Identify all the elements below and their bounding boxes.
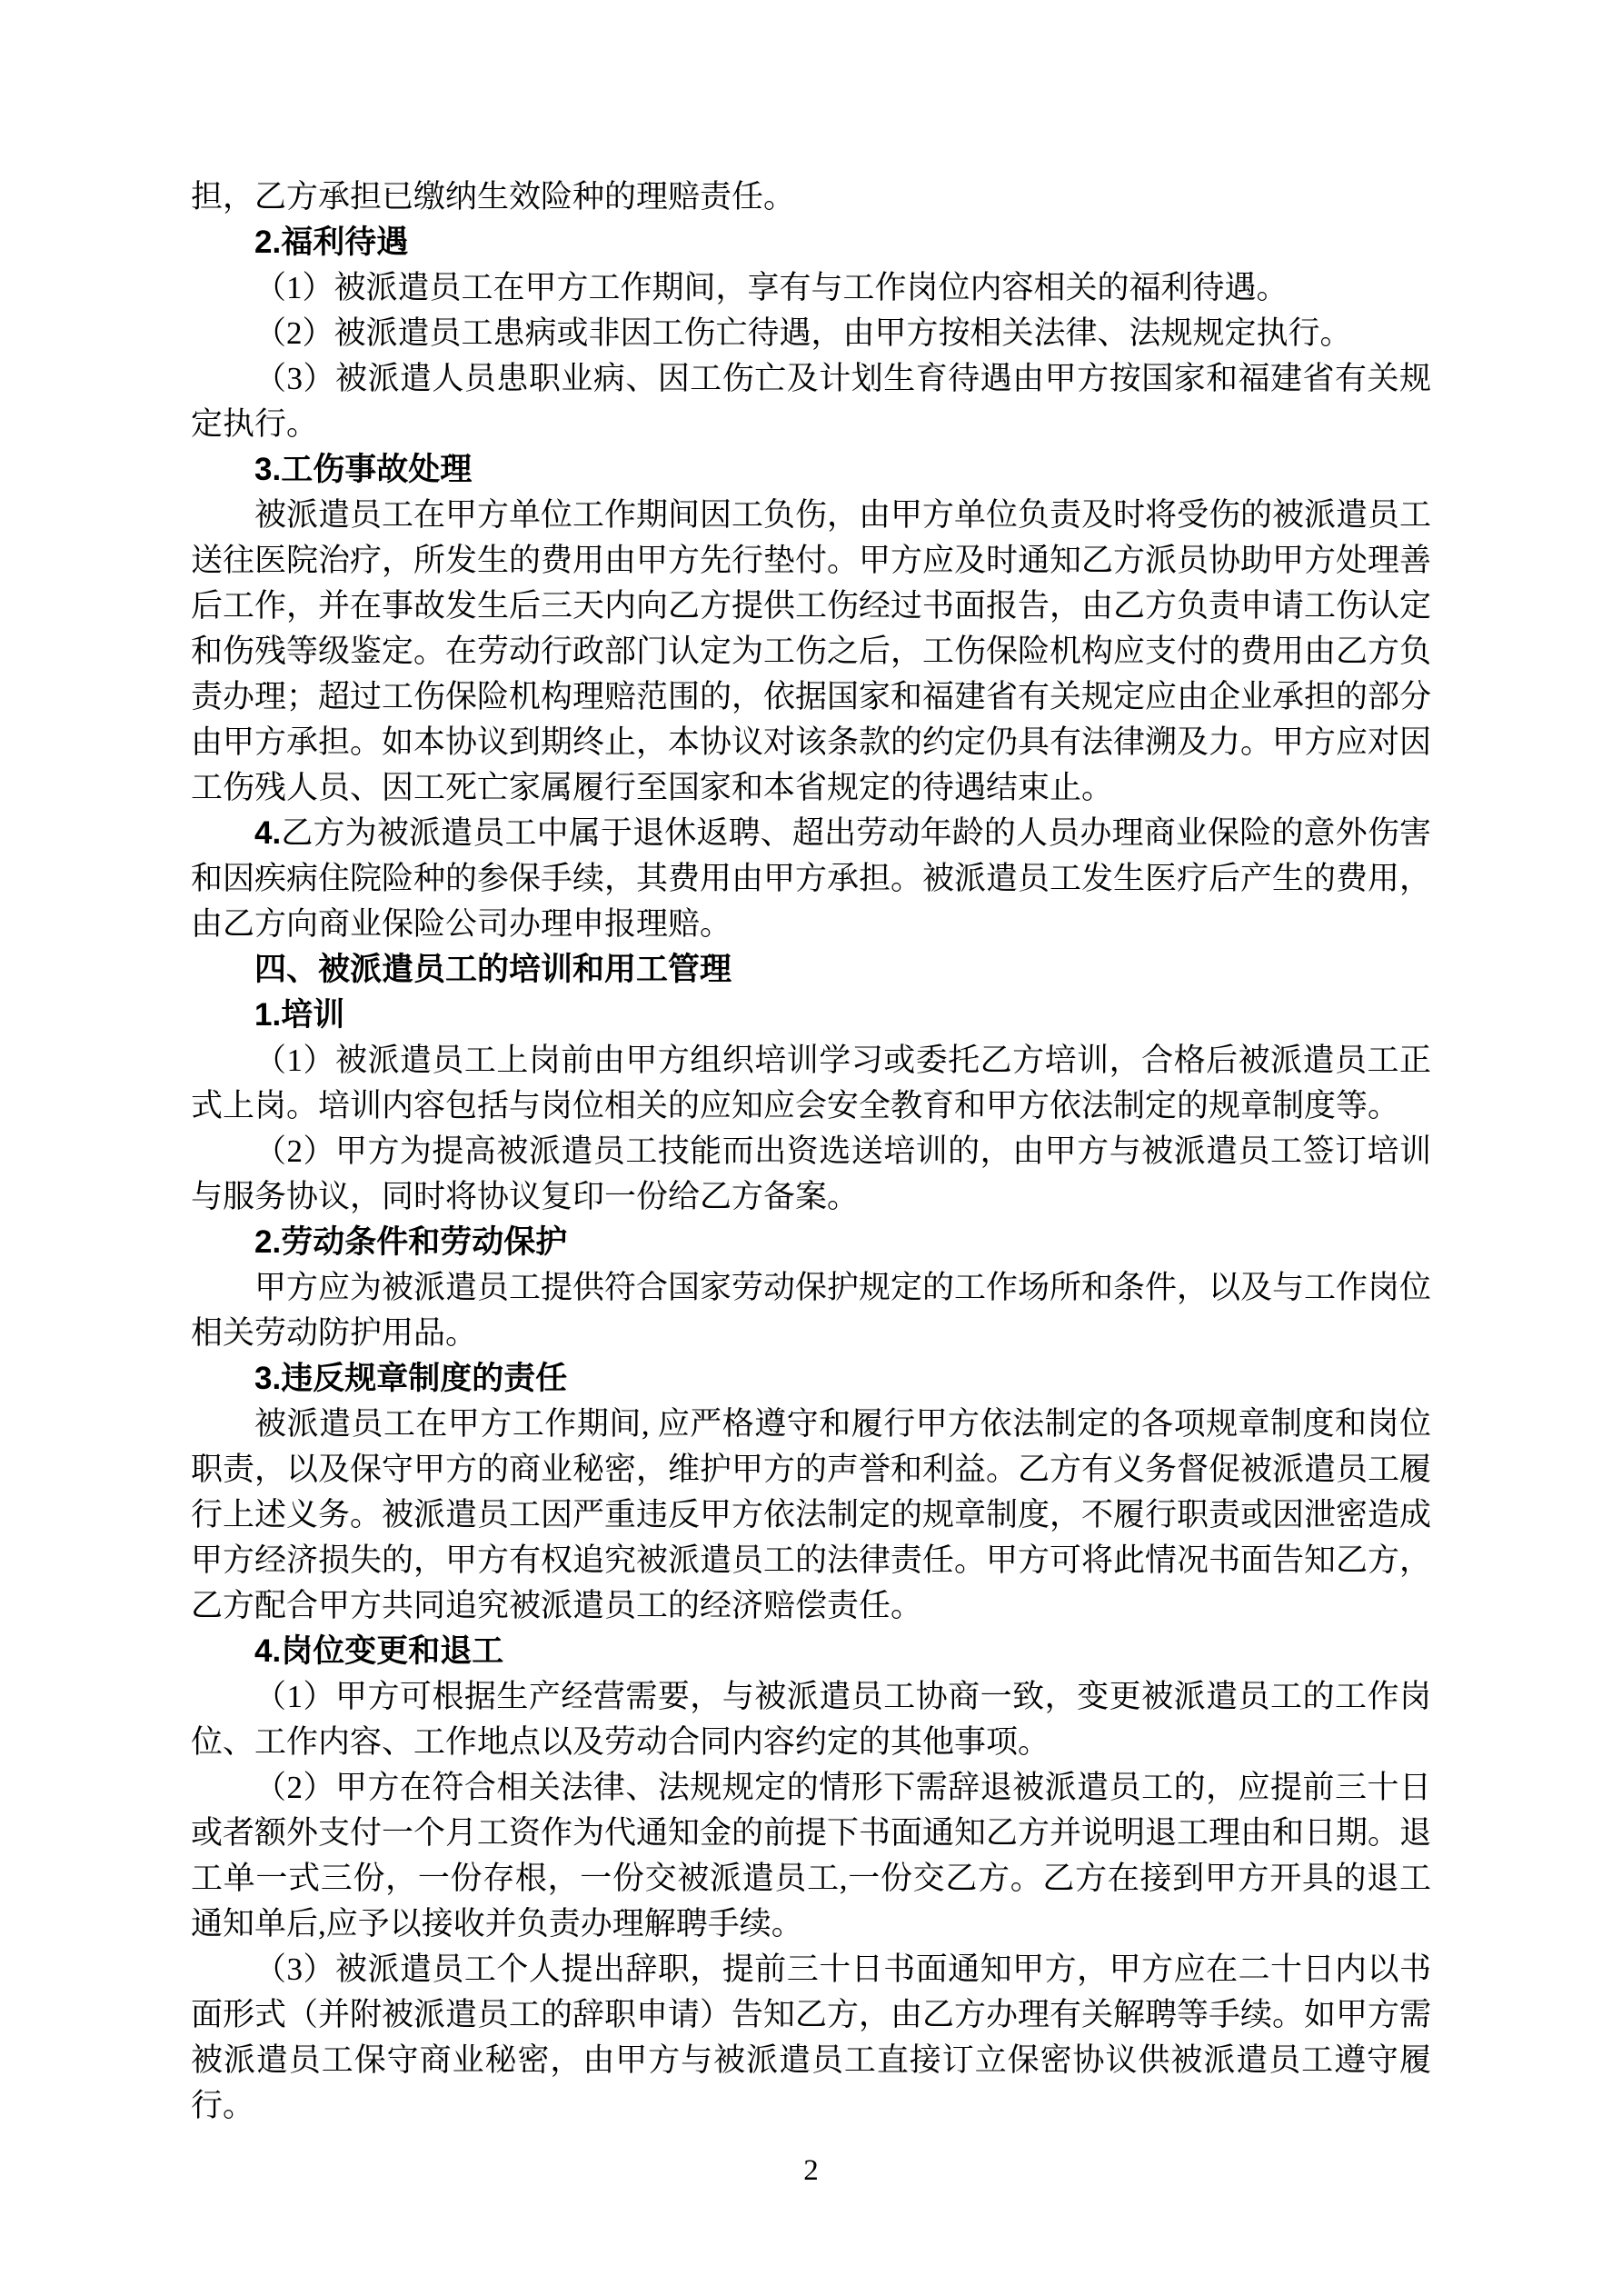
page-footer <box>0 2152 1622 2189</box>
paragraph: （3）被派遣人员患职业病、因工伤亡及计划生育待遇由甲方按国家和福建省有关规定执行。 <box>191 361 1431 442</box>
document-body <box>191 175 1431 2129</box>
paragraph: （1）被派遣员工上岗前由甲方组织培训学习或委托乙方培训，合格后被派遣员工正式上岗。培训内容包括与岗位相关的应知应会安全教育和甲方依法制定的规章制度等。 <box>191 1043 1431 1123</box>
paragraph: 被派遣员工在甲方工作期间, 应严格遵守和履行甲方依法制定的各项规章制度和岗位职责，以及保守甲方的商业秘密，维护甲方的声誉和利益。乙方有义务督促被派遣员工履行上述义务。被派遣员工因严重违反甲方依法制定的规章制度，不履行职责或因泄密造成甲方经济损失的，甲方有权追究被派遣员工的法律责任。甲方可将此情况书面告知乙方，乙方配合甲方共同追究被派遣员工的经济赔偿责任。 <box>191 1406 1432 1623</box>
section-heading: 四、被派遣员工的培训和用工管理 <box>254 952 732 987</box>
paragraph: 甲方应为被派遣员工提供符合国家劳动保护规定的工作场所和条件，以及与工作岗位相关劳动防护用品。 <box>191 1270 1432 1351</box>
paragraph: （1）甲方可根据生产经营需要，与被派遣员工协商一致，变更被派遣员工的工作岗位、工作内容、工作地点以及劳动合同内容约定的其他事项。 <box>191 1679 1431 1760</box>
paragraph: （1）被派遣员工在甲方工作期间，享有与工作岗位内容相关的福利待遇。 <box>254 270 1289 305</box>
page-number: 2 <box>803 2154 819 2187</box>
section-heading: 2.劳动条件和劳动保护 <box>254 1224 568 1260</box>
paragraph: 担，乙方承担已缴纳生效险种的理赔责任。 <box>191 179 796 215</box>
paragraph: 4.乙方为被派遣员工中属于退休返聘、超出劳动年龄的人员办理商业保险的意外伤害和因疾病住院险种的参保手续，其费用由甲方承担。被派遣员工发生医疗后产生的费用，由乙方向商业保险公司办理申报理赔。 <box>191 815 1432 942</box>
paragraph: （2）甲方为提高被派遣员工技能而出资选送培训的，由甲方与被派遣员工签订培训与服务协议，同时将协议复印一份给乙方备案。 <box>191 1133 1431 1214</box>
section-heading: 4.岗位变更和退工 <box>254 1633 504 1669</box>
bold-number-prefix: 4. <box>254 815 282 851</box>
section-heading: 3.违反规章制度的责任 <box>254 1361 568 1396</box>
section-heading: 1.培训 <box>254 997 345 1033</box>
section-heading: 3.工伤事故处理 <box>254 452 473 487</box>
paragraph: （2）甲方在符合相关法律、法规规定的情形下需辞退被派遣员工的，应提前三十日或者额外支付一个月工资作为代通知金的前提下书面通知乙方并说明退工理由和日期。退工单一式三份，一份存根，一份交被派遣员工,一份交乙方。乙方在接到甲方开具的退工通知单后,应予以接收并负责办理解聘手续。 <box>191 1770 1432 1942</box>
paragraph: （2）被派遣员工患病或非因工伤亡待遇，由甲方按相关法律、法规规定执行。 <box>254 315 1352 351</box>
paragraph: （3）被派遣员工个人提出辞职，提前三十日书面通知甲方，甲方应在二十日内以书面形式（并附被派遣员工的辞职申请）告知乙方，由乙方办理有关解聘等手续。如甲方需被派遣员工保守商业秘密，由甲方与被派遣员工直接订立保密协议供被派遣员工遵守履行。 <box>191 1952 1432 2123</box>
section-heading: 2.福利待遇 <box>254 225 409 260</box>
paragraph: 被派遣员工在甲方单位工作期间因工负伤，由甲方单位负责及时将受伤的被派遣员工送往医院治疗，所发生的费用由甲方先行垫付。甲方应及时通知乙方派员协助甲方处理善后工作，并在事故发生后三天内向乙方提供工伤经过书面报告，由乙方负责申请工伤认定和伤残等级鉴定。在劳动行政部门认定为工伤之后，工伤保险机构应支付的费用由乙方负责办理；超过工伤保险机构理赔范围的，依据国家和福建省有关规定应由企业承担的部分由甲方承担。如本协议到期终止，本协议对该条款的约定仍具有法律溯及力。甲方应对因工伤残人员、因工死亡家属履行至国家和本省规定的待遇结束止。 <box>191 497 1432 805</box>
